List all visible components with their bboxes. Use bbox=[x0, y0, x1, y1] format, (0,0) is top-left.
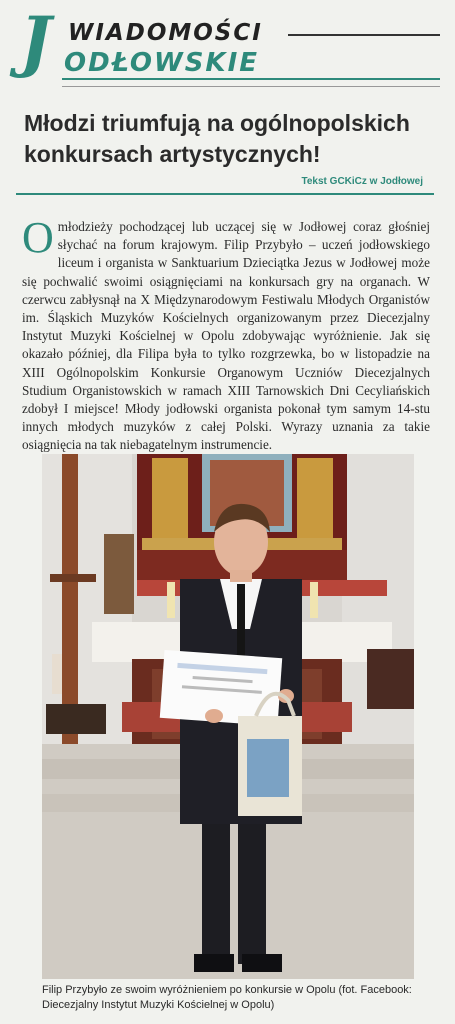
article-text: młodzieży pochodzącej lub uczącej się w Jodłowej coraz głośniej słychać na forum krajowym. Filip Przybyło – uczeń jodłowskiego liceum i organista w Sanktuarium Dzieciątka Jezus w Jodłowej może się pochwalić swoimi osiągnięciami na konkursach gry na organach. W czerwcu zabłysnął na X Międzynarodowym Festiwalu Młodych Organistów im. Śląskich Muzyków Kościelnych organizowanym przez Diecezjalny Instytut Muzyki Kościelnej w Opolu zdobywając wyróżnienie. Jak się okazało później, dla Filipa była to tylko rozgrzewka, bo w listopadzie na XIII Ogólnopolskim Konkursie Organowym Uczniów Diecezjalnych Studium Organistowskich w ramach XIII Tarnowskich Dni Cecyliańskich zdobył I miejsce! Młody jodłowski organista pokonał tym samym 14-stu innych młodych muzyków z całej Polski. Wyrazy uznania za takie osiągnięcia na tak niebagatelnym instrumencie. bbox=[22, 219, 430, 453]
masthead-line-2: ODŁOWSKIE bbox=[64, 48, 260, 78]
masthead-rule-thin bbox=[62, 86, 440, 87]
masthead-initial: J bbox=[20, 2, 52, 80]
article-headline: Młodzi triumfują na ogólnopolskich konkursach artystycznych! bbox=[24, 110, 410, 167]
photo-caption: Filip Przybyło ze swoim wyróżnieniem po konkursie w Opolu (fot. Facebook: Diecezjalny Instytut Muzyki Kościelnej w Opolu) bbox=[42, 984, 412, 1011]
masthead bbox=[20, 2, 440, 94]
article-body bbox=[22, 213, 430, 455]
masthead-line-1: WIADOMOŚCI bbox=[68, 20, 263, 46]
drop-cap: O bbox=[22, 213, 54, 262]
masthead-rule-top bbox=[288, 34, 440, 36]
masthead-rule-accent bbox=[62, 78, 440, 80]
article-photo bbox=[42, 454, 414, 979]
headline-divider bbox=[16, 193, 434, 195]
article-byline: Tekst GCKiCz w Jodłowej bbox=[301, 176, 423, 187]
church-interior-photo bbox=[42, 454, 414, 979]
